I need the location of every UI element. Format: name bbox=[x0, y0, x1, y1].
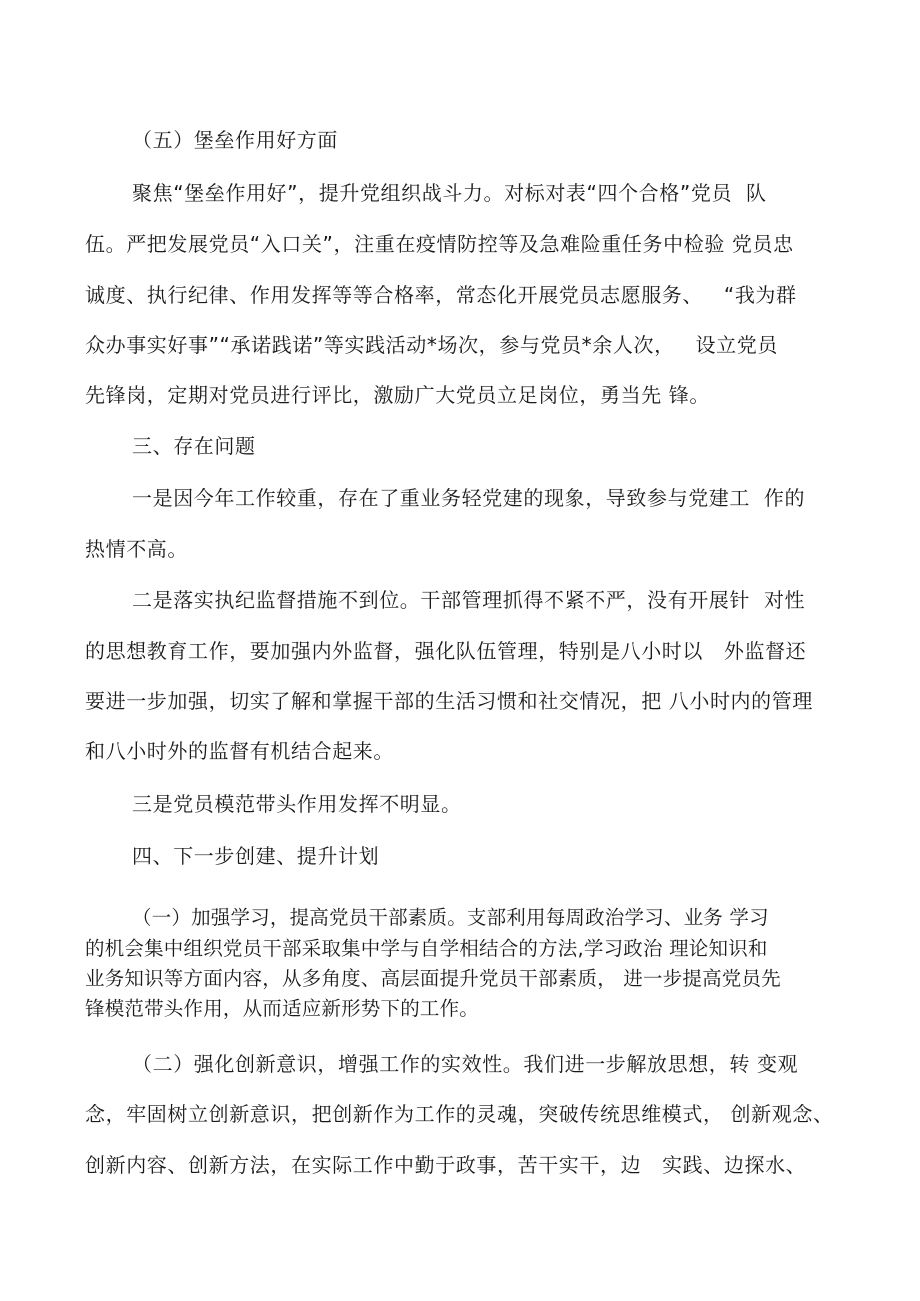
paragraph-line: 的思想教育工作，要加强内外监督，强化队伍管理，特别是八小时以 外监督还 bbox=[85, 639, 807, 663]
paragraph-line: 聚焦“堡垒作用好”，提升党组织战斗力。对标对表“四个合格”党员 队 bbox=[132, 181, 767, 205]
paragraph-line: 三是党员模范带头作用发挥不明显。 bbox=[132, 792, 462, 816]
paragraph-line: 二是落实执纪监督措施不到位。干部管理抓得不紧不严，没有开展针 对性 bbox=[132, 588, 806, 612]
paragraph-line: 念，牢固树立创新意识，把创新作为工作的灵魂，突破传统思维模式， 创新观念、 bbox=[85, 1102, 834, 1126]
paragraph-line: 众办事实好事”“承诺践诺”等实践活动*场次，参与党员*余人次， 设立党员 bbox=[85, 333, 778, 357]
section-three-heading: 三、存在问题 bbox=[132, 434, 256, 458]
paragraph-line: 伍。严把发展党员“入口关”，注重在疫情防控等及急难险重任务中检验 党员忠 bbox=[85, 232, 794, 256]
paragraph-line: 热情不高。 bbox=[85, 537, 188, 561]
paragraph-line: 业务知识等方面内容，从多角度、高层面提升党员干部素质， 进一步提高党员先 bbox=[85, 967, 781, 990]
paragraph-line: （一）加强学习，提高党员干部素质。支部利用每周政治学习、业务 学习 bbox=[132, 906, 769, 929]
section-four-heading: 四、下一步创建、提升计划 bbox=[132, 844, 380, 868]
paragraph-line: 锋模范带头作用，从而适应新形势下的工作。 bbox=[85, 997, 480, 1020]
paragraph-line: 一是因今年工作较重，存在了重业务轻党建的现象，导致参与党建工 作的 bbox=[132, 486, 806, 510]
paragraph-line: 的机会集中组织党员干部采取集中学与自学相结合的方法,学习政治 理论知识和 bbox=[85, 937, 768, 960]
section-five-heading: （五）堡垒作用好方面 bbox=[132, 128, 338, 152]
paragraph-line: 要进一步加强，切实了解和掌握干部的生活习惯和社交情况，把 八小时内的管理 bbox=[85, 689, 813, 713]
paragraph-line: 创新内容、创新方法，在实际工作中勤于政事，苦干实干，边 实践、边探水、 bbox=[85, 1153, 807, 1177]
paragraph-line: 和八小时外的监督有机结合起来。 bbox=[85, 739, 394, 763]
paragraph-line: 诚度、执行纪律、作用发挥等等合格率，常态化开展党员志愿服务、 “我为群 bbox=[85, 283, 797, 307]
paragraph-line: 先锋岗，定期对党员进行评比，激励广大党员立足岗位，勇当先 锋。 bbox=[85, 383, 710, 407]
paragraph-line: （二）强化创新意识，增强工作的实效性。我们进一步解放思想，转 变观 bbox=[132, 1052, 799, 1076]
